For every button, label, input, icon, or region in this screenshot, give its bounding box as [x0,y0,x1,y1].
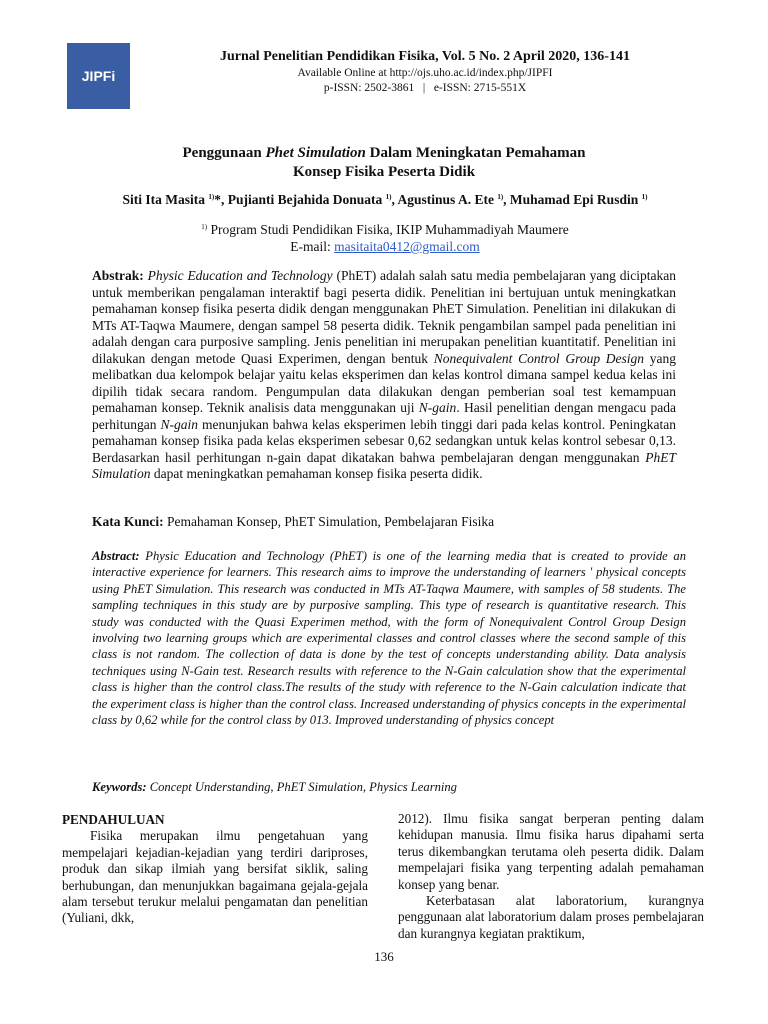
author-list [60,192,710,208]
author-name: Pujianti Bejahida Donuata [227,192,386,207]
journal-url[interactable]: Available Online at http://ojs.uho.ac.id/index.php/JIPFI [297,67,553,79]
abstrak-italic: PhET Simulation [92,449,676,481]
kata-kunci-text: Pemahaman Konsep, PhET Simulation, Pembelajaran Fisika [163,514,495,529]
title-part-1: Penggunaan [182,145,266,161]
author-name: Siti Ita Masita [122,192,209,207]
abstrak-italic: N-gain [160,416,199,432]
abstrak-italic: Nonequivalent Control Group Design [433,350,645,366]
affiliation-text: Program Studi Pendidikan Fisika, IKIP Muhammadiyah Maumere [207,222,569,237]
journal-header [140,48,710,96]
title-italic: Phet Simulation [265,145,366,161]
page-number: 136 [374,949,394,964]
author-name: Agustinus A. Ete [397,192,498,207]
abstrak-text: yang melibatkan dua kelompok belajar yaitu kelas eksperimen dan kelas kontrol dimana sampel kedua kelas ini dipilih tidak secara random. Pengumpulan data dilakukan dengan pemberian soal test kemampuan pemahaman konsep. Teknik analisis data menggunakan uji [92,350,676,415]
author-name: Muhamad Epi Rusdin [509,192,642,207]
kata-kunci [92,514,676,530]
author-mark: 1) [208,193,215,201]
affiliation-mark: 1) [201,223,208,231]
journal-issn: p-ISSN: 2502-3861 | e-ISSN: 2715-551X [323,82,527,94]
author-sep: *, [214,192,228,207]
body-paragraph: Keterbatasan alat laboratorium, kurangnya penggunaan alat laboratorium dalam proses pembelajaran dan kurangnya kegiatan praktikum, [398,893,704,941]
affiliation [60,219,710,255]
email-link[interactable]: masitaita0412@gmail.com [334,239,480,254]
author-mark: 1) [641,193,648,201]
kata-kunci-label: Kata Kunci: [92,514,164,529]
email-label: E-mail: [290,239,335,254]
keywords-label: Keywords: [92,780,147,794]
keywords-text: Concept Understanding, PhET Simulation, Physics Learning [146,780,457,794]
body-right-column [398,811,704,942]
body-paragraph: Fisika merupakan ilmu pengetahuan yang mempelajari kejadian-kejadian yang terdiri dariproses, produk dan sikap ilmiah yang bersifat siklik, saling berhubungan, dan menunjukkan bagaimana gejala-gejala alam tersebut terukur melalui pengamatan dan penelitian (Yuliani, dkk, [62,828,368,926]
journal-title: Jurnal Penelitian Pendidikan Fisika, Vol. 5 No. 2 April 2020, 136-141 [220,49,630,64]
title-part-2: Dalam Meningkatan Pemahaman [365,145,586,161]
author-mark: 1) [385,193,392,201]
abstrak-label: Abstrak: [92,268,144,283]
author-mark: 1) [497,193,504,201]
abstrak-paragraph [92,268,676,483]
abstract-label: Abstract: [92,549,140,563]
keywords [92,780,676,795]
abstrak-text: (PhET) adalah salah satu media pembelajaran yang diciptakan untuk memberikan pengalaman interaktif bagi peserta didik. Penelitian ini bertujuan untuk meningkatkan pemahaman konsep fisika peserta didik dengan menggunakan PhET Simulation. Penelitian ini dilakukan di MTs AT-Taqwa Maumere, dengan sampel 58 peserta didik. Teknik pengambilan sampel pada penelitian ini adalah dengan cara purposive sampling. Jenis penelitian ini merupakan penelitian kuantitatif. Penelitian ini dilakukan dengan metode Quasi Experimen, dengan bentuk [92,268,676,366]
abstrak-text: menunjukan bahwa kelas eksperimen lebih tinggi dari pada kelas kontrol. Peningkatan pemahaman konsep fisika pada kelas eksperimen sebesar 0,62 sedangkan untuk kelas kontrol sebesar 0,13. Berdasarkan hasil perhitungan n-gain dapat dikatakan bahwa pembelajaran dengan menggunakan [92,416,677,465]
abstract-paragraph [92,548,686,728]
paper-title [80,144,688,182]
journal-logo [67,43,130,109]
abstrak-text: dapat meningkatkan pemahaman konsep fisika peserta didik. [150,466,483,481]
body-paragraph: 2012). Ilmu fisika sangat berperan penting dalam kehidupan manusia. Ilmu fisika harus dipahami serta terus dikembangkan terutama oleh peserta didik. Dalam mempelajari fisika yang terpenting adalah pemahaman konsep yang benar. [398,811,704,892]
journal-logo-text: JIPFi [81,68,116,84]
section-heading: PENDAHULUAN [62,812,165,827]
author-sep: , [391,192,398,207]
abstrak-italic: Physic Education and Technology [147,268,333,283]
author-sep: , [503,192,510,207]
title-line-2: Konsep Fisika Peserta Didik [292,164,476,180]
abstrak-italic: N-gain [418,400,457,415]
body-left-column [62,812,368,927]
abstract-text: Physic Education and Technology (PhET) is one of the learning media that is created to provide an interactive experience for learners. This research aims to improve the understanding of learners ' physical concepts using PhET Simulation. This research was conducted in MTs AT-Taqwa Maumere, with samples of 58 students. The sampling techniques in this study are by purposive sampling. This type of research is quantitative research. This study was conducted with the Quasi Experimen method, with the form of Nonequivalent Control Group Design involving two learning groups which are experimental classes and control classes where the second sample of this class is not random. The collection of data is done by the test of concepts understanding ability. Data analysis techniques using N-Gain test. Research results with reference to the N-Gain calculation show that the experimental class is higher than the control class.The results of the study with reference to the N-Gain calculation indicate that the experiment class is higher than the control class. Increased understanding of physics concepts in the experimental class by 0,62 while for the control class by 013. Improved understanding of physics concept [92,549,687,728]
abstrak-text: . Hasil penelitian dengan mengacu pada perhitungan [92,400,676,432]
